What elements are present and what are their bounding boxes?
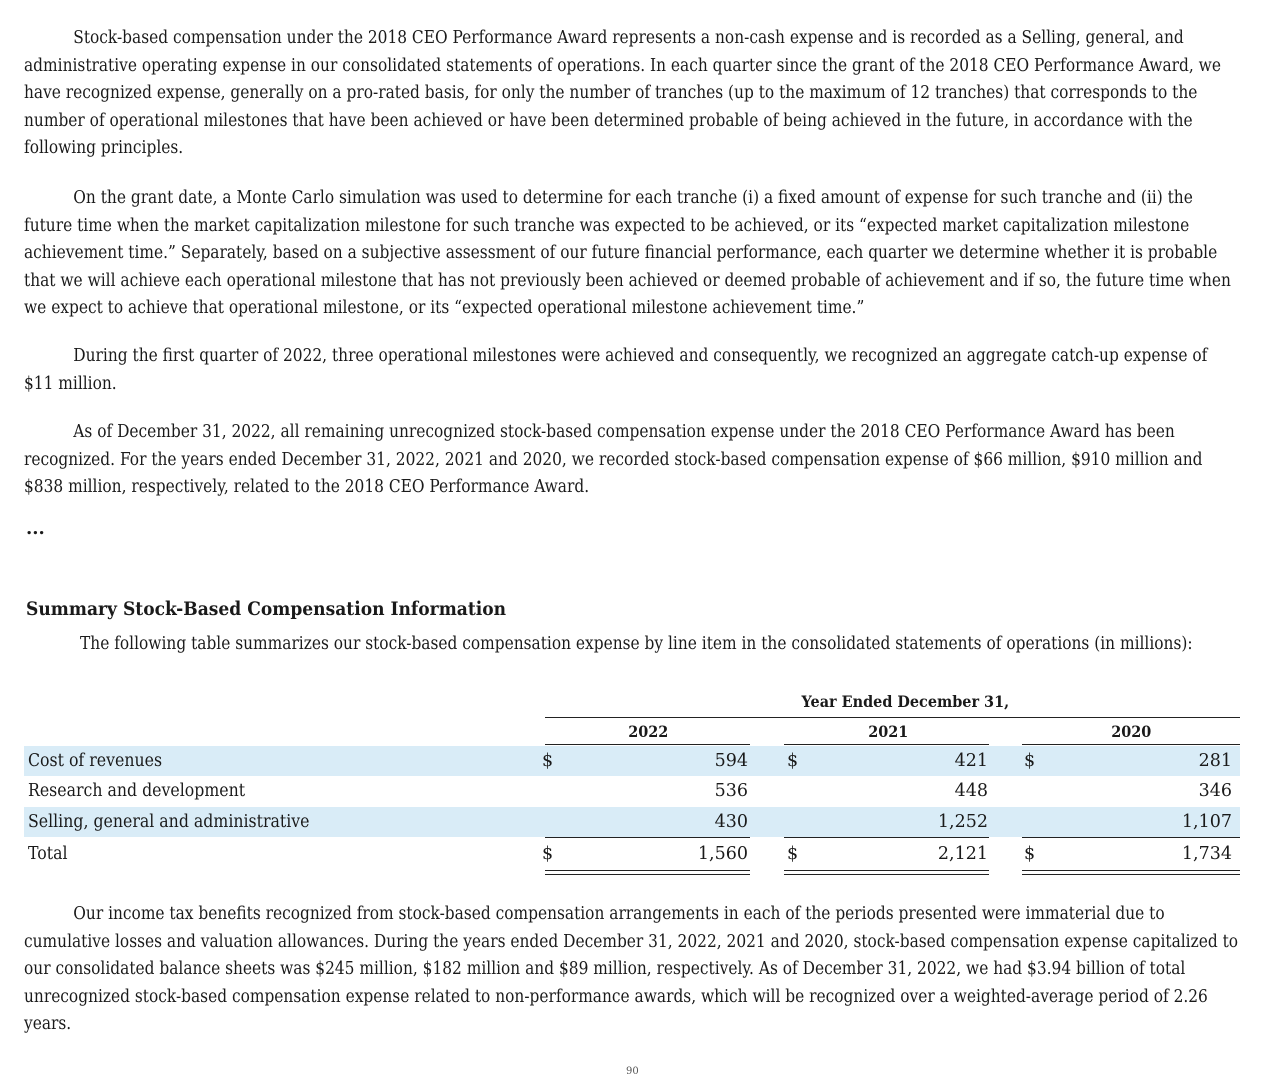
currency-symbol: $ [787, 844, 799, 864]
section-heading: Summary Stock-Based Compensation Information [26, 598, 507, 620]
table-group-header: Year Ended December 31, [801, 692, 1010, 711]
paragraph-ceo-award-expense: Stock-based compensation under the 2018 CEO Performance Award represents a non-cash expense and is recorded as a Selling, general, and administrative operating expense in our consolidated statements of operations. In each quarter since the grant of the 2018 CEO Performance Award, we have recognized expense, generally on a pro-rated basis, for only the number of tranches (up to the maximum of 12 tranches) that corresponds to the number of operational milestones that have been achieved or have been determined probable of being achieved in the future, in accordance with the following principles. [24, 28, 1221, 158]
value-2020: 346 [1198, 781, 1232, 801]
value-2020: 281 [1198, 751, 1232, 771]
total-double-rule-2020 [1022, 870, 1240, 875]
total-double-rule-2022 [545, 870, 750, 875]
table-row-total [24, 839, 1240, 869]
table-row [24, 746, 1240, 776]
ellipsis: ... [26, 518, 45, 539]
value-2022: 594 [714, 751, 748, 771]
column-header-2020: 2020 [1111, 722, 1152, 741]
currency-symbol: $ [542, 844, 554, 864]
value-2021: 448 [954, 781, 988, 801]
row-label: Selling, general and administrative [28, 812, 310, 832]
value-2021: 421 [954, 751, 988, 771]
value-2022: 1,560 [697, 844, 748, 864]
value-2020: 1,734 [1181, 844, 1232, 864]
currency-symbol: $ [1024, 751, 1036, 771]
value-2022: 430 [714, 812, 748, 832]
section-intro: The following table summarizes our stock-based compensation expense by line item in the consolidated statements of operations (in millions): [80, 634, 1193, 654]
table-row [24, 776, 1240, 806]
header-underline-2021 [784, 744, 989, 745]
paragraph-income-tax: Our income tax benefits recognized from stock-based compensation arrangements in each of the periods presented were immaterial due to cumulative losses and valuation allowances. During the years ended December 31, 2022, 2021 and 2020, stock-based compensation expense capitalized to our consolidated balance sheets was $245 million, $182 million and $89 million, respectively. As of December 31, 2022, we had $3.94 billion of total unrecognized stock-based compensation expense related to non-performance awards, which will be recognized over a weighted-average period of 2.26 years. [24, 904, 1239, 1034]
row-label: Total [28, 844, 68, 864]
paragraph-fully-recognized: As of December 31, 2022, all remaining unrecognized stock-based compensation expense under the 2018 CEO Performance Award has been recognized. For the years ended December 31, 2022, 2021 and 2020, we recorded stock-based compensation expense of $66 million, $910 million and $838 million, respectively, related to the 2018 CEO Performance Award. [24, 422, 1203, 497]
paragraph-first-quarter: During the first quarter of 2022, three operational milestones were achieved and consequently, we recognized an aggregate catch-up expense of $11 million. [24, 346, 1208, 394]
subtotal-rule-2021 [784, 837, 989, 838]
currency-symbol: $ [1024, 844, 1036, 864]
total-double-rule-2021 [784, 870, 989, 875]
value-2021: 2,121 [937, 844, 988, 864]
table-row [24, 807, 1240, 837]
paragraph-monte-carlo: On the grant date, a Monte Carlo simulation was used to determine for each tranche (i) a fixed amount of expense for such tranche and (ii) the future time when the market capitalization milestone for such tranche was expected to be achieved, or its “expected market capitalization milestone achievement time.” Separately, based on a subjective assessment of our future financial performance, each quarter we determine whether it is probable that we will achieve each operational milestone that has not previously been achieved or deemed probable of achievement and if so, the future time when we expect to achieve that operational milestone, or its “expected operational milestone achievement time.” [24, 188, 1231, 318]
page-number: 90 [626, 1066, 639, 1074]
value-2020: 1,107 [1181, 812, 1232, 832]
header-underline-2022 [545, 744, 750, 745]
subtotal-rule-2020 [1022, 837, 1240, 838]
currency-symbol: $ [787, 751, 799, 771]
value-2022: 536 [714, 781, 748, 801]
header-underline-2020 [1022, 744, 1240, 745]
value-2021: 1,252 [937, 812, 988, 832]
row-label: Cost of revenues [28, 751, 163, 771]
header-rule [545, 717, 1240, 718]
subtotal-rule-2022 [545, 837, 750, 838]
currency-symbol: $ [542, 751, 554, 771]
row-label: Research and development [28, 781, 246, 801]
column-header-2021: 2021 [868, 722, 909, 741]
column-header-2022: 2022 [628, 722, 669, 741]
